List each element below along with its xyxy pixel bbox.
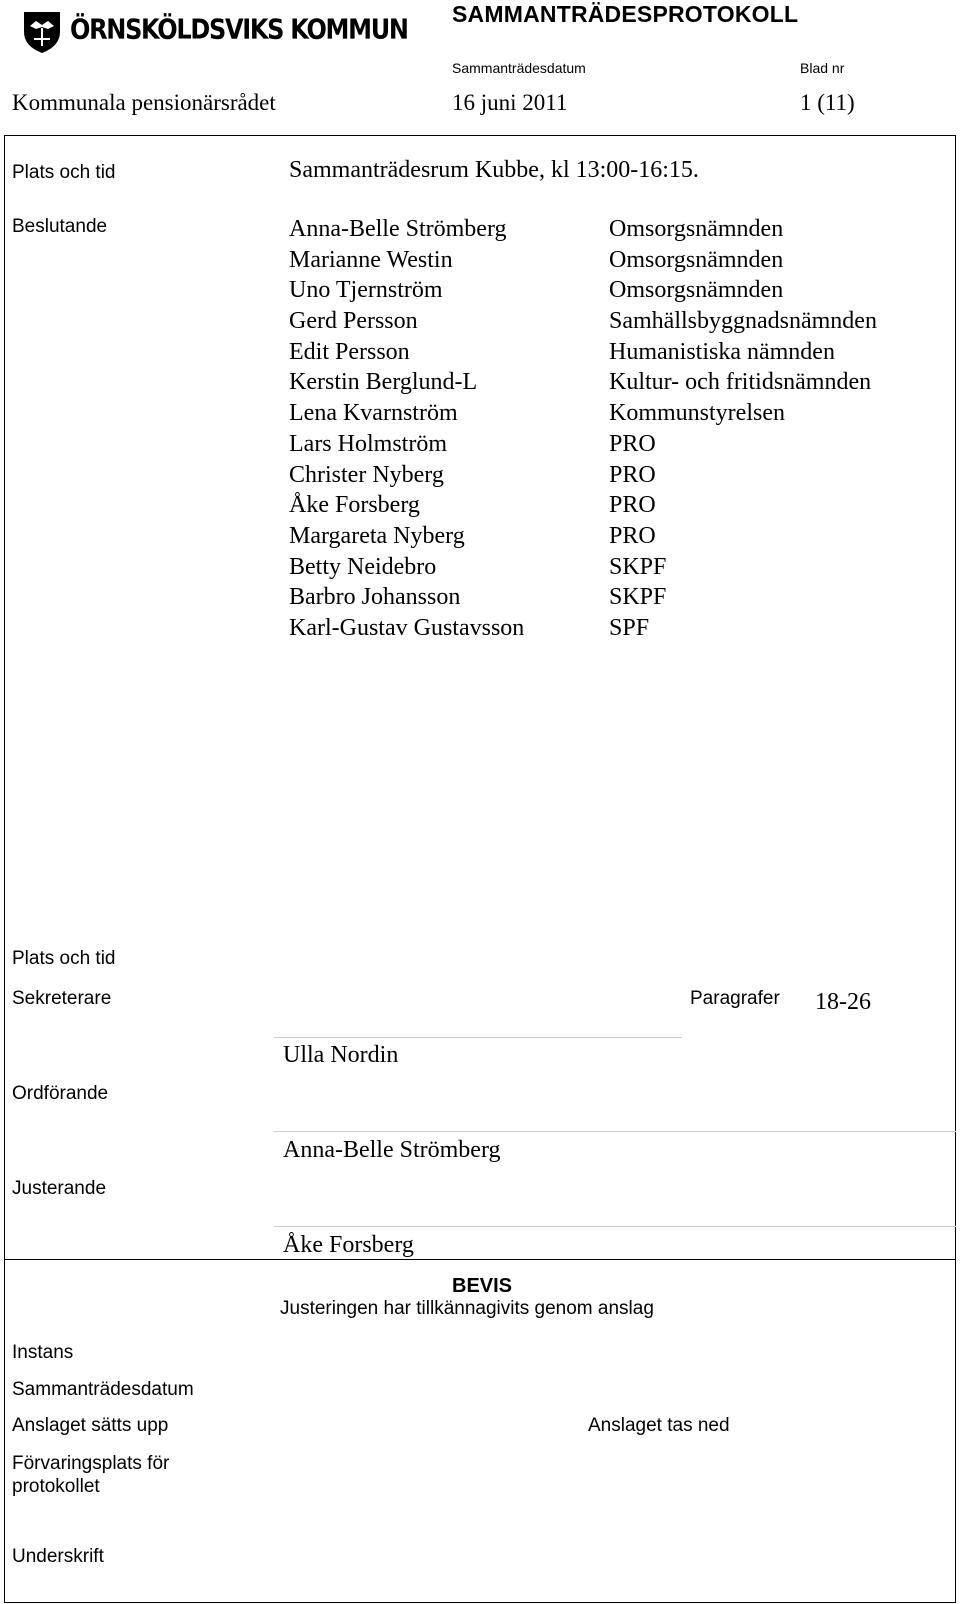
adjuster-label: Justerande xyxy=(12,1178,107,1199)
member-organization: SKPF xyxy=(609,584,667,611)
member-name: Åke Forsberg xyxy=(289,492,420,519)
adjuster-name: Åke Forsberg xyxy=(283,1232,414,1258)
member-name: Lena Kvarnström xyxy=(289,400,458,427)
page-number: 1 (11) xyxy=(800,90,855,115)
proof-date-label: Sammanträdesdatum xyxy=(12,1379,194,1400)
secretary-label: Sekreterare xyxy=(12,988,112,1009)
member-name: Margareta Nyberg xyxy=(289,522,465,549)
member-name: Uno Tjernström xyxy=(289,277,443,304)
secretary-name: Ulla Nordin xyxy=(283,1042,399,1068)
meeting-date: 16 juni 2011 xyxy=(452,90,568,115)
member-organization: Humanistiska nämnden xyxy=(609,338,835,365)
place-time-label: Plats och tid xyxy=(12,162,116,183)
paragraphs-label: Paragrafer xyxy=(690,988,780,1009)
member-organization: Omsorgsnämnden xyxy=(609,246,784,273)
member-organization: Omsorgsnämnden xyxy=(609,216,784,242)
deciding-label: Beslutande xyxy=(12,216,108,237)
document-title: SAMMANTRÄDESPROTOKOLL xyxy=(452,1,799,27)
member-organization: PRO xyxy=(609,461,656,488)
member-name: Karl-Gustav Gustavsson xyxy=(289,614,525,641)
member-name: Anna-Belle Strömberg xyxy=(289,216,507,242)
chair-name: Anna-Belle Strömberg xyxy=(283,1137,501,1163)
chair-label: Ordförande xyxy=(12,1083,109,1104)
proof-subtitle: Justeringen har tillkännagivits genom anslag xyxy=(280,1298,654,1319)
member-name: Edit Persson xyxy=(289,338,410,365)
member-name: Lars Holmström xyxy=(289,430,447,457)
member-name: Marianne Westin xyxy=(289,246,453,273)
place-time-value: Sammanträdesrum Kubbe, kl 13:00-16:15. xyxy=(289,157,699,183)
instance-label: Instans xyxy=(12,1342,74,1363)
member-organization: SKPF xyxy=(609,553,667,580)
member-name: Betty Neidebro xyxy=(289,553,437,580)
adjuster-signature-line xyxy=(274,1226,956,1227)
member-name: Kerstin Berglund-L xyxy=(289,369,478,396)
member-organization: Samhällsbyggnadsnämnden xyxy=(609,308,877,335)
posted-label: Anslaget sätts upp xyxy=(12,1415,169,1436)
removed-label: Anslaget tas ned xyxy=(588,1415,730,1436)
body-name: Kommunala pensionärsrådet xyxy=(12,90,276,115)
storage-label: Förvaringsplats för protokollet xyxy=(12,1453,170,1497)
page-number-label: Blad nr xyxy=(800,60,845,76)
municipality-name: ÖRNSKÖLDSVIKS KOMMUN xyxy=(70,13,408,46)
section-divider xyxy=(4,1259,956,1260)
member-organization: PRO xyxy=(609,522,656,549)
member-organization: Kultur- och fritidsnämnden xyxy=(609,369,872,396)
secretary-signature-line xyxy=(274,1037,682,1038)
proof-title: BEVIS xyxy=(452,1275,513,1297)
member-organization: PRO xyxy=(609,492,656,519)
chair-signature-line xyxy=(274,1131,956,1132)
signing-place-time-label: Plats och tid xyxy=(12,948,116,969)
municipality-logo xyxy=(22,8,408,54)
signature-label: Underskrift xyxy=(12,1546,104,1567)
member-name: Christer Nyberg xyxy=(289,461,444,488)
member-organization: Omsorgsnämnden xyxy=(609,277,784,304)
member-name: Barbro Johansson xyxy=(289,584,461,611)
paragraphs-value: 18-26 xyxy=(815,989,871,1015)
meeting-date-label: Sammanträdesdatum xyxy=(452,60,586,76)
member-organization: Kommunstyrelsen xyxy=(609,400,785,427)
member-name: Gerd Persson xyxy=(289,308,418,335)
member-organization: PRO xyxy=(609,430,656,457)
member-organization: SPF xyxy=(609,614,650,641)
